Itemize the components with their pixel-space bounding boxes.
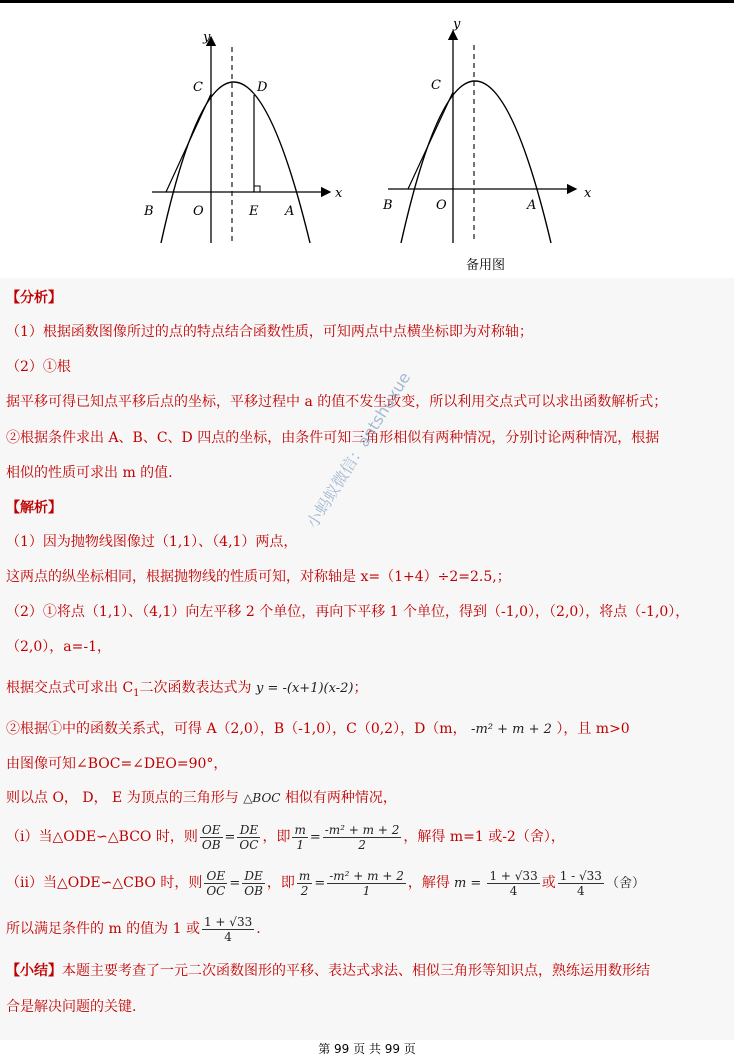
text: ，解得 m=1 或-2（舍）， [403, 829, 565, 845]
text: 或 [541, 875, 556, 891]
fraction [327, 869, 406, 898]
text: ； [353, 680, 368, 696]
jiexi-line-2: 这两点的纵坐标相同，根据抛物线的性质可知，对称轴是 x=（1+4）÷2=2.5,； [6, 569, 511, 585]
expression: -m² + m + 2 [471, 722, 552, 737]
text: ，即 [262, 829, 291, 845]
label-o: O [436, 198, 447, 213]
subscript: 1 [133, 687, 140, 699]
label-b: B [144, 204, 154, 219]
label-a: A [527, 198, 537, 213]
fenxi-line-3: 据平移可得已知点平移后点的坐标，平移过程中 a 的值不发生改变，所以利用交点式可以求出函数解析式； [6, 394, 668, 410]
label-c: C [431, 78, 441, 93]
numerator: DE [242, 869, 265, 884]
parabola-figure-main [0, 3, 360, 275]
denominator: OC [239, 837, 259, 852]
parabola-figure-spare [370, 3, 650, 275]
text: （ii）当△ODE∽△CBO 时，则 [6, 875, 203, 891]
fraction [323, 823, 402, 852]
text: ），且 m>0 [556, 721, 630, 737]
numerator: OE [204, 869, 227, 884]
label-a: A [285, 204, 295, 219]
denominator: OC [206, 883, 226, 898]
jiexi-line-3: （2）①将点（1,1）、（4,1）向左平移 2 个单位，再向下平移 1 个单位，得到（-1,0），（2,0），将点（-1,0）， [6, 604, 690, 620]
figure-area [0, 3, 734, 278]
label-y: y [203, 30, 211, 45]
numerator: m [298, 868, 311, 883]
fraction [204, 869, 227, 898]
heading-fenxi: 【分析】 [6, 290, 62, 306]
heading-jiexi: 【解析】 [6, 500, 62, 516]
fenxi-line-1: （1）根据函数图像所过的点的特点结合函数性质，可知两点中点横坐标即为对称轴； [6, 324, 533, 340]
parabola-curve [401, 81, 551, 243]
numerator: 1 + √33 [203, 914, 253, 929]
case-1: （i）当△ODE∽△BCO 时，则 $\frac{OE}{OB}$ = $\frac{DE}{OC}$ ，即 $\frac{m}{1}$ = $\frac{\text{-m² + m + 2}}{2}$ ，解得 m=1 或-2（舍）， [6, 822, 565, 852]
segment-bc [166, 94, 211, 192]
label-c: C [193, 80, 203, 95]
jiexi-line-5 [6, 677, 367, 705]
denominator: 4 [577, 883, 585, 898]
denominator: OB [244, 883, 263, 898]
text: . [256, 921, 261, 937]
denominator: 1 [296, 837, 304, 852]
numerator: m [294, 822, 306, 837]
fraction [297, 869, 312, 898]
denominator: 2 [358, 837, 366, 852]
text: 所以满足条件的 m 的值为 1 或 [6, 921, 200, 937]
label-b: B [383, 198, 393, 213]
numerator: DE [237, 823, 260, 838]
fraction [237, 823, 260, 852]
watermark: 小蚂蚁微信：antshuxue [302, 368, 415, 532]
heading-xiaojie: 【小结】 [6, 963, 62, 979]
denominator: 2 [300, 883, 309, 898]
numerator: 1 + √33 [489, 868, 538, 883]
right-angle-mark [254, 186, 260, 192]
page-footer: 第 99 页 共 99 页 [318, 1042, 416, 1056]
label-o: O [193, 204, 204, 219]
text: 相似有两种情况， [284, 790, 397, 806]
fraction [487, 869, 539, 898]
text: ，解得 [407, 875, 450, 891]
jiexi-line-7: 由图像可知∠BOC=∠DEO=90°， [6, 756, 228, 772]
numerator: -m² + m + 2 [324, 822, 400, 837]
fraction [558, 869, 604, 898]
text: 根据交点式可求出 C [6, 680, 134, 696]
jiexi-line-1: （1）因为抛物线图像过（1,1）、（4,1）两点， [6, 534, 298, 550]
segment-bc [408, 92, 453, 189]
jiexi-line-4: （2,0），a=-1， [6, 639, 111, 655]
label-x: x [584, 186, 592, 201]
jiexi-line-8 [6, 787, 397, 809]
denominator: 1 [362, 883, 371, 898]
triangle-boc: △BOC [243, 791, 281, 805]
label-e: E [249, 204, 259, 219]
fraction [242, 869, 265, 898]
text: 二次函数表达式为 [139, 680, 252, 696]
text: ，即 [266, 875, 295, 891]
text: （i）当△ODE∽△BCO 时，则 [6, 829, 198, 845]
fenxi-line-5: 相似的性质可求出 m 的值. [6, 465, 173, 481]
xiaojie-line-2: 合是解决问题的关键. [6, 999, 137, 1015]
fenxi-line-4: ②根据条件求出 A、B、C、D 四点的坐标，由条件可知三角形相似有两种情况，分别讨论两种情况，根据 [6, 430, 660, 446]
fraction [200, 823, 223, 852]
conclusion [6, 912, 261, 946]
case-2: （ii）当△ODE∽△CBO 时，则 $\frac{OE}{OC}$ = $\frac{DE}{OB}$ ，即 $\frac{m}{2}$ = $\frac{\text{-m² + m + 2}}{1}$ ，解得 m = $\frac{1 + √33}{4}$ 或 $\frac{1 - √33}{4}$ （舍） [6, 868, 645, 898]
fraction [292, 823, 307, 852]
fraction [202, 915, 254, 944]
text: 则以点 O， D， E 为顶点的三角形与 [6, 790, 239, 806]
equation: y = -(x+1)(x-2) [256, 681, 354, 696]
numerator: -m² + m + 2 [329, 868, 404, 883]
text: （舍） [605, 876, 645, 891]
jiexi-line-6 [6, 718, 630, 741]
label-x: x [335, 186, 343, 201]
label-y: y [453, 17, 461, 32]
fenxi-line-2: （2）①根 [6, 359, 71, 375]
numerator: 1 - √33 [559, 868, 602, 883]
label-d: D [257, 80, 268, 95]
numerator: OE [200, 823, 223, 838]
figure-caption: 备用图 [466, 258, 506, 273]
denominator: 4 [224, 929, 232, 944]
denominator: OB [201, 837, 221, 852]
denominator: 4 [509, 883, 518, 898]
xiaojie-line-1 [6, 960, 650, 982]
text: ②根据①中的函数关系式，可得 A（2,0），B（-1,0），C（0,2），D（m， [6, 721, 467, 737]
text: 本题主要考查了一元二次函数图形的平移、表达式求法、相似三角形等知识点，熟练运用数形结 [62, 963, 650, 979]
